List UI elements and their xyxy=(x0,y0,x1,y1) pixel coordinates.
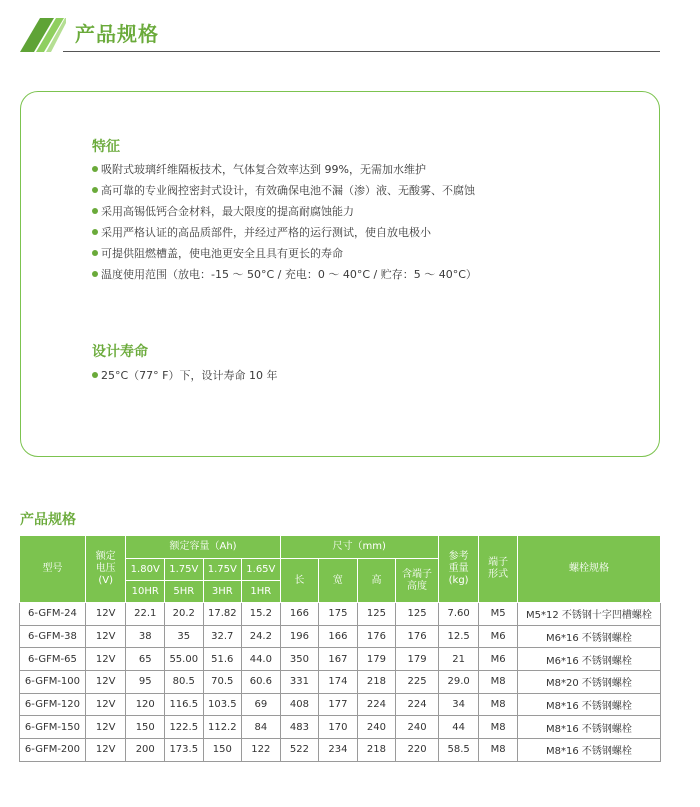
table-cell: 60.6 xyxy=(242,671,281,694)
table-row xyxy=(20,739,661,762)
table-cell: M5 xyxy=(479,603,518,626)
table-cell: 179 xyxy=(396,648,439,671)
table-cell: M8*16 不锈钢螺栓 xyxy=(517,693,660,716)
list-item-text: 吸附式玻璃纤维隔板技术，气体复合效率达到 99%，无需加水维护 xyxy=(101,163,426,176)
spec-title: 产品规格 xyxy=(20,512,76,528)
table-row xyxy=(20,603,661,626)
table-cell: 200 xyxy=(126,739,165,762)
table-cell: 12V xyxy=(85,693,126,716)
table-cell: 32.7 xyxy=(203,625,242,648)
design-life-list xyxy=(92,365,278,386)
table-cell: 218 xyxy=(357,671,396,694)
table-cell: 177 xyxy=(319,693,358,716)
table-cell: 20.2 xyxy=(165,603,204,626)
table-cell: 166 xyxy=(319,625,358,648)
table-cell: 125 xyxy=(396,603,439,626)
table-cell: 150 xyxy=(203,739,242,762)
spec-table xyxy=(19,535,661,762)
header-cap-rate: 5HR xyxy=(165,581,204,603)
table-cell: 196 xyxy=(280,625,319,648)
header-size: 尺寸（mm) xyxy=(280,536,438,559)
table-cell: 17.82 xyxy=(203,603,242,626)
header-cap-voltage: 1.75V xyxy=(203,559,242,581)
table-cell: 12.5 xyxy=(438,625,479,648)
header-width: 宽 xyxy=(319,559,358,603)
features-title: 特征 xyxy=(92,139,120,155)
table-cell: 6-GFM-38 xyxy=(20,625,86,648)
table-cell: M8*16 不锈钢螺栓 xyxy=(517,716,660,739)
table-cell: 38 xyxy=(126,625,165,648)
table-cell: 24.2 xyxy=(242,625,281,648)
bullet-dot-icon xyxy=(92,166,98,172)
table-row xyxy=(20,648,661,671)
table-cell: 12V xyxy=(85,625,126,648)
header-cap-voltage: 1.80V xyxy=(126,559,165,581)
header-cap-rate: 10HR xyxy=(126,581,165,603)
table-cell: 22.1 xyxy=(126,603,165,626)
table-cell: 170 xyxy=(319,716,358,739)
table-cell: 51.6 xyxy=(203,648,242,671)
header-divider xyxy=(63,51,660,52)
table-cell: 218 xyxy=(357,739,396,762)
list-item-text: 25°C（77° F）下，设计寿命 10 年 xyxy=(101,369,278,382)
table-cell: 6-GFM-150 xyxy=(20,716,86,739)
table-cell: 122 xyxy=(242,739,281,762)
list-item-text: 采用严格认证的高品质部件，并经过严格的运行测试，使自放电极小 xyxy=(101,226,431,239)
header-capacity: 额定容量（Ah) xyxy=(126,536,280,559)
page-title: 产品规格 xyxy=(75,22,159,46)
table-cell: 6-GFM-200 xyxy=(20,739,86,762)
header-bolt: 螺栓规格 xyxy=(517,536,660,603)
table-cell: 44 xyxy=(438,716,479,739)
list-item-text: 温度使用范围（放电：-15 ～ 50°C / 充电：0 ～ 40°C / 贮存：5 ～ 40°C） xyxy=(101,268,477,281)
table-cell: M8 xyxy=(479,671,518,694)
list-item xyxy=(92,264,477,285)
table-cell: 112.2 xyxy=(203,716,242,739)
table-cell: 116.5 xyxy=(165,693,204,716)
list-item-text: 高可靠的专业阀控密封式设计，有效确保电池不漏（渗）液、无酸雾、不腐蚀 xyxy=(101,184,475,197)
table-cell: 7.60 xyxy=(438,603,479,626)
header-model: 型号 xyxy=(20,536,86,603)
page-header xyxy=(20,12,660,54)
table-cell: 34 xyxy=(438,693,479,716)
table-row xyxy=(20,625,661,648)
header-terminal: 端子 形式 xyxy=(479,536,518,603)
table-cell: 150 xyxy=(126,716,165,739)
table-row xyxy=(20,671,661,694)
features-list xyxy=(92,159,477,285)
header-total-height: 含端子 高度 xyxy=(396,559,439,603)
table-cell: 84 xyxy=(242,716,281,739)
header-cap-rate: 3HR xyxy=(203,581,242,603)
table-cell: 69 xyxy=(242,693,281,716)
table-cell: 6-GFM-100 xyxy=(20,671,86,694)
table-cell: 6-GFM-120 xyxy=(20,693,86,716)
table-cell: 122.5 xyxy=(165,716,204,739)
table-cell: 167 xyxy=(319,648,358,671)
logo-stripes-icon xyxy=(20,18,66,52)
table-cell: M8 xyxy=(479,739,518,762)
table-cell: 331 xyxy=(280,671,319,694)
list-item xyxy=(92,159,477,180)
table-cell: 12V xyxy=(85,716,126,739)
table-cell: 12V xyxy=(85,739,126,762)
table-cell: 55.00 xyxy=(165,648,204,671)
header-length: 长 xyxy=(280,559,319,603)
table-cell: 58.5 xyxy=(438,739,479,762)
table-cell: 483 xyxy=(280,716,319,739)
header-height: 高 xyxy=(357,559,396,603)
table-cell: 166 xyxy=(280,603,319,626)
table-cell: 240 xyxy=(396,716,439,739)
table-cell: 120 xyxy=(126,693,165,716)
table-cell: M8*16 不锈钢螺栓 xyxy=(517,739,660,762)
table-cell: M8 xyxy=(479,693,518,716)
table-cell: 179 xyxy=(357,648,396,671)
bullet-dot-icon xyxy=(92,271,98,277)
table-cell: M8 xyxy=(479,716,518,739)
table-cell: 12V xyxy=(85,648,126,671)
table-cell: 12V xyxy=(85,603,126,626)
list-item-text: 可提供阻燃槽盖，使电池更安全且具有更长的寿命 xyxy=(101,247,343,260)
table-cell: 522 xyxy=(280,739,319,762)
table-cell: 12V xyxy=(85,671,126,694)
table-cell: 224 xyxy=(357,693,396,716)
table-cell: 176 xyxy=(357,625,396,648)
table-cell: 6-GFM-24 xyxy=(20,603,86,626)
table-cell: 80.5 xyxy=(165,671,204,694)
table-cell: 174 xyxy=(319,671,358,694)
table-cell: 70.5 xyxy=(203,671,242,694)
bullet-dot-icon xyxy=(92,208,98,214)
header-cap-voltage: 1.75V xyxy=(165,559,204,581)
table-cell: 29.0 xyxy=(438,671,479,694)
bullet-dot-icon xyxy=(92,372,98,378)
table-cell: M6 xyxy=(479,625,518,648)
table-cell: 35 xyxy=(165,625,204,648)
table-cell: M6 xyxy=(479,648,518,671)
table-row xyxy=(20,716,661,739)
list-item xyxy=(92,365,278,386)
table-cell: 21 xyxy=(438,648,479,671)
table-cell: 176 xyxy=(396,625,439,648)
table-cell: 125 xyxy=(357,603,396,626)
header-cap-rate: 1HR xyxy=(242,581,281,603)
spec-table-body xyxy=(20,603,661,762)
table-cell: 350 xyxy=(280,648,319,671)
bullet-dot-icon xyxy=(92,250,98,256)
table-cell: 15.2 xyxy=(242,603,281,626)
list-item xyxy=(92,180,477,201)
table-cell: M5*12 不锈钢十字凹槽螺栓 xyxy=(517,603,660,626)
table-cell: 220 xyxy=(396,739,439,762)
header-weight: 参考 重量 (kg) xyxy=(438,536,479,603)
bullet-dot-icon xyxy=(92,229,98,235)
list-item xyxy=(92,201,477,222)
table-cell: 6-GFM-65 xyxy=(20,648,86,671)
table-cell: 175 xyxy=(319,603,358,626)
table-cell: 103.5 xyxy=(203,693,242,716)
header-voltage: 额定 电压 (V) xyxy=(85,536,126,603)
table-cell: M6*16 不锈钢螺栓 xyxy=(517,625,660,648)
list-item xyxy=(92,222,477,243)
table-cell: 234 xyxy=(319,739,358,762)
design-life-title: 设计寿命 xyxy=(92,344,148,360)
header-cap-voltage: 1.65V xyxy=(242,559,281,581)
table-row xyxy=(20,693,661,716)
table-cell: 224 xyxy=(396,693,439,716)
table-cell: 44.0 xyxy=(242,648,281,671)
table-cell: 95 xyxy=(126,671,165,694)
list-item-text: 采用高锡低钙合金材料，最大限度的提高耐腐蚀能力 xyxy=(101,205,354,218)
table-cell: M8*20 不锈钢螺栓 xyxy=(517,671,660,694)
bullet-dot-icon xyxy=(92,187,98,193)
table-cell: 173.5 xyxy=(165,739,204,762)
table-cell: 408 xyxy=(280,693,319,716)
table-cell: 65 xyxy=(126,648,165,671)
table-cell: 225 xyxy=(396,671,439,694)
list-item xyxy=(92,243,477,264)
table-cell: M6*16 不锈钢螺栓 xyxy=(517,648,660,671)
table-cell: 240 xyxy=(357,716,396,739)
